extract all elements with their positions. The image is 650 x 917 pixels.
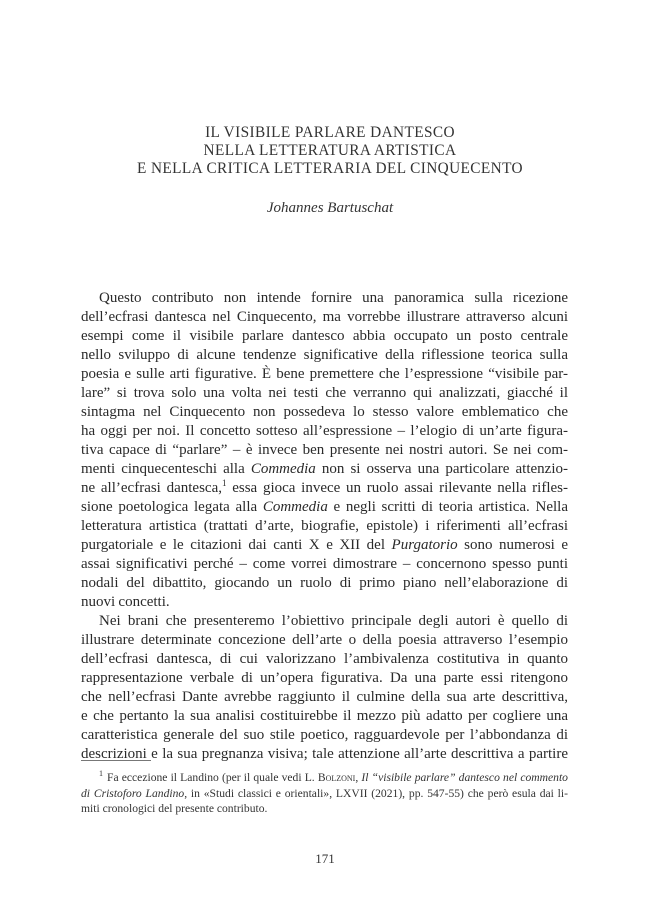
text-run: Fa eccezione il Landino (per il quale vedi L. <box>107 771 318 784</box>
text-line <box>81 498 568 517</box>
footnote-number: 1 <box>99 769 103 779</box>
text-line <box>81 536 568 555</box>
text-run: sono numerosi e <box>457 537 569 553</box>
text-run: essa gioca invece un ruolo assai rilevante nella rifles- <box>226 480 569 496</box>
footnote-reference[interactable]: 1 <box>221 478 227 488</box>
text-line: descrizioni e la sua pregnanza visiva; tale attenzione all’arte descrittiva a partire <box>81 746 568 762</box>
cited-author: Bolzoni <box>317 771 356 784</box>
text-run: non si osserva una particolare attenzio- <box>315 461 568 477</box>
paragraph-2 <box>81 612 568 764</box>
text-run: menti cinquecenteschi alla <box>81 461 251 477</box>
footnote-line <box>81 770 568 786</box>
text-line: dell’ecfrasi dantesca nel Cinquecento, ma vorrebbe illustrare attraverso alcuni <box>81 309 568 325</box>
text-line: Questo contributo non intende fornire una panoramica sulla ricezione <box>99 290 568 306</box>
text-line: poesia e sulle arti figurative. È bene premettere che l’espressione “visibile par- <box>81 366 568 382</box>
text-line: illustrare determinate concezione dell’arte o della poesia attraverso l’esempio <box>81 632 568 648</box>
text-line: Nei brani che presenteremo l’obiettivo principale degli autori è quello di <box>99 613 568 629</box>
text-line: e che pertanto la sua analisi costituirebbe il mezzo più adatto per cogliere una <box>81 708 568 724</box>
text-line: rappresentazione verbale di un’opera figurativa. Da una parte essi ritengono <box>81 670 568 686</box>
text-line: dell’ecfrasi dantesca, di cui valorizzano l’ambivalenza costitutiva in quanto <box>81 651 568 667</box>
article-title-line-3: E NELLA CRITICA LETTERARIA DEL CINQUECENTO <box>136 160 523 177</box>
paragraph-1 <box>81 289 568 612</box>
work-title-purgatorio: Purgatorio <box>391 537 458 553</box>
footnote-1 <box>81 770 568 817</box>
article-title-line-1: IL VISIBILE PARLARE DANTESCO <box>205 124 455 141</box>
text-line: sintagma nel Cinquecento non possedeva lo stesso valore emblematico che <box>81 404 568 420</box>
text-line: letteratura artistica (trattati d’arte, biografie, epistole) i riferimenti all’ecfrasi <box>81 518 568 534</box>
footnote-line <box>81 786 568 802</box>
text-line: caratteristica generale del suo stile poetico, ragguardevole per l’abbondanza di <box>81 727 568 743</box>
text-line: ha oggi per noi. Il concetto sotteso all’espressione – l’elogio di un’arte figura- <box>81 423 568 439</box>
author-name: Johannes Bartuschat <box>266 200 394 216</box>
cited-title: Il “visibile parlare” dantesco nel commento <box>361 771 568 784</box>
work-title-commedia: Commedia <box>250 461 316 477</box>
text-line: nuovi concetti. <box>81 594 170 610</box>
text-line <box>81 479 568 498</box>
text-line: lare” si trova solo una volta nei testi che verranno qui analizzati, giacché il <box>81 385 568 401</box>
text-run: , <box>355 771 362 784</box>
work-title-commedia: Commedia <box>262 499 328 515</box>
text-line: che nell’ecfrasi Dante avrebbe raggiunto il culmine della sua arte descrittiva, <box>81 689 568 705</box>
cited-title: di Cristoforo Landino <box>81 786 185 800</box>
text-line: esempi come il visibile parlare dantesco abbia occupato un posto centrale <box>81 328 568 344</box>
footnote-divider <box>81 760 151 761</box>
text-run: purgatoriale e le citazioni dai canti X e XII del <box>81 537 392 553</box>
text-line: nello sviluppo di alcune tendenze significative della riflessione teorica sulla <box>81 347 568 363</box>
footnote-line: miti cronologici del presente contributo. <box>81 802 268 815</box>
page-number: 171 <box>315 851 335 866</box>
article-body <box>81 289 568 764</box>
article-title-line-2: NELLA LETTERATURA ARTISTICA <box>203 142 457 159</box>
text-run: ne all’ecfrasi dantesca, <box>81 480 222 496</box>
text-line <box>81 460 568 479</box>
text-line: nodali del dibattito, giocando un ruolo di primo piano nell’elaborazione di <box>81 575 568 591</box>
text-run: , in «Studi classici e orientali», LXVII (2021), pp. 547-55) che però esula dai li- <box>184 786 568 800</box>
text-run: e negli scritti di teoria artistica. Nella <box>327 499 568 515</box>
text-line: tiva capace di “parlare” – è invece ben presente nei nostri autori. Se nei com- <box>81 442 568 458</box>
text-run: sione poetologica legata alla <box>81 499 263 515</box>
text-line: assai significativi perché – come vorrei dimostrare – concernono spesso punti <box>81 556 568 572</box>
